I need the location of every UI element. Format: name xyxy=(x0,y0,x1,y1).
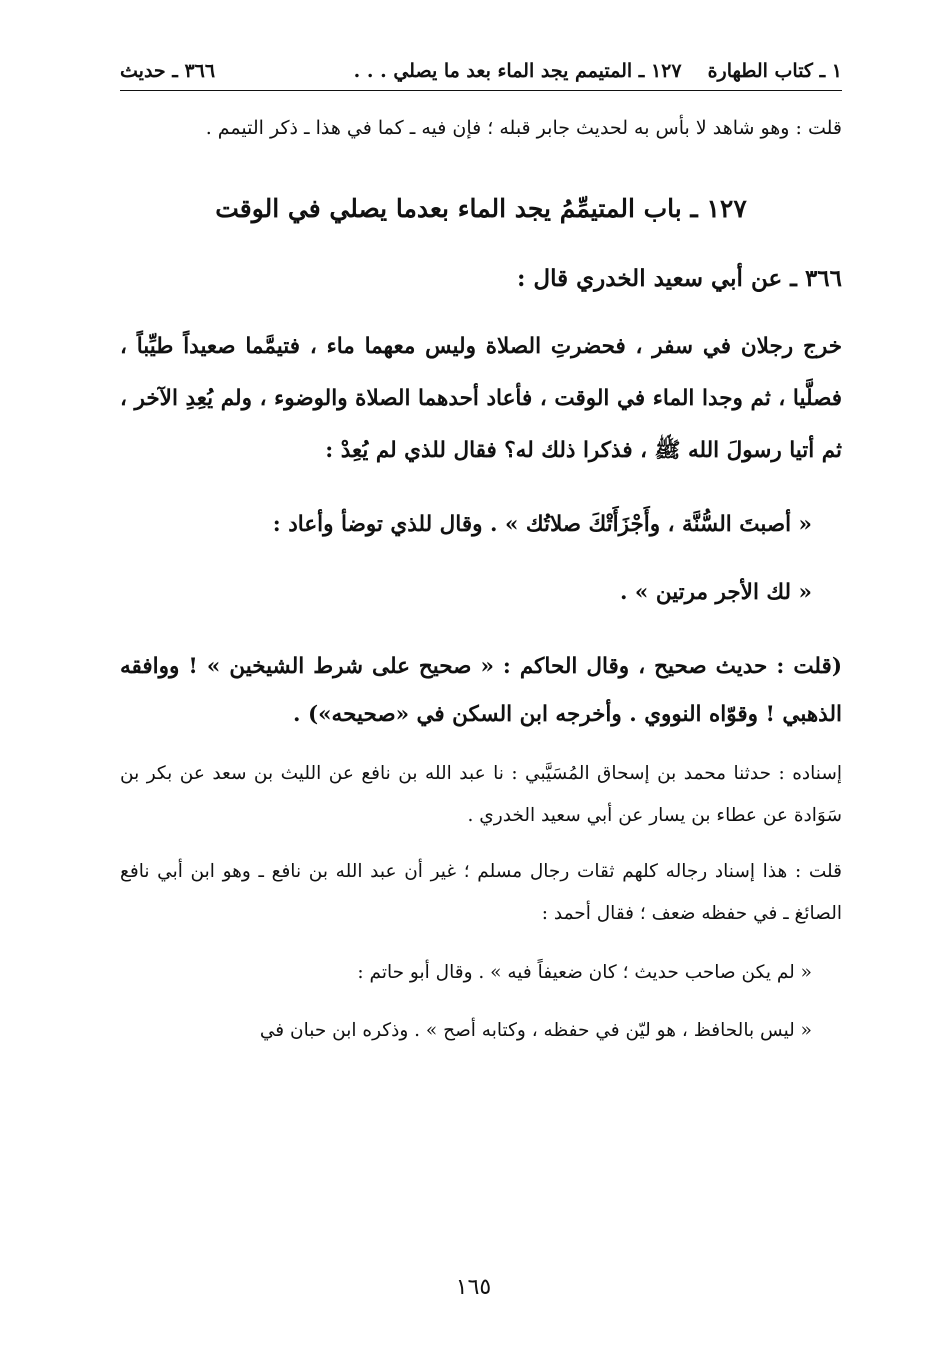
page-body xyxy=(120,60,842,1051)
header-book-title: ١ ـ كتاب الطهارة xyxy=(707,60,842,82)
intro-paragraph: قلت : وهو شاهد لا بأس به لحديث جابر قبله ؛ فإن فيه ـ كما في هذا ـ ذكر التيمم . xyxy=(205,117,842,139)
ahmad-quote: « لم يكن صاحب حديث ؛ كان ضعيفاً فيه » . وقال أبو حاتم : xyxy=(357,962,812,983)
prophet-quote-2: « لك الأجر مرتين » . xyxy=(619,580,812,605)
commentary-paragraph: قلت : هذا إسناد رجاله كلهم ثقات رجال مسلم ؛ غير أن عبد الله بن نافع ـ وهو ابن أبي نافع الصائغ ـ في حفظه ضعف ؛ فقال أحمد : xyxy=(120,861,842,924)
authenticity-verdict: (قلت : حديث صحيح ، وقال الحاكم : « صحيح على شرط الشيخين » ! ووافقه الذهبي ! وقوّاه النووي . وأخرجه ابن السكن في «صحيحه») . xyxy=(120,654,842,727)
hadith-text: خرج رجلان في سفر ، فحضرتِ الصلاة وليس معهما ماء ، فتيمَّما صعيداً طيِّباً ، فصلَّيا ، ثم وجدا الماء في الوقت ، فأعاد أحدهما الصلاة والوضوء ، ولم يُعِدِ الآخر ، ثم أتيا رسولَ الله ﷺ ، فذكرا ذلك له؟ فقال للذي لم يُعِدْ : xyxy=(120,334,842,463)
header-chapter-title: ١٢٧ ـ المتيمم يجد الماء بعد ما يصلي . . . xyxy=(353,60,682,82)
running-header xyxy=(120,60,842,91)
hadith-heading: ٣٦٦ ـ عن أبي سعيد الخدري قال : xyxy=(516,265,842,292)
isnad-paragraph: إسناده : حدثنا محمد بن إسحاق المُسَيَّبي : نا عبد الله بن نافع عن الليث بن سعد عن بكر بن سَوَادة عن عطاء بن يسار عن أبي سعيد الخدري . xyxy=(120,763,842,826)
abu-hatim-quote: « ليس بالحافظ ، هو ليّن في حفظه ، وكتابه أصح » . وذكره ابن حبان في xyxy=(259,1020,812,1041)
prophet-quote-1: « أصبتَ السُّنَّة ، وأَجْزَأَتْكَ صلاتُك » . وقال للذي توضأ وأعاد : xyxy=(272,512,812,537)
page-number: ١٦٥ xyxy=(455,1275,492,1300)
header-hadith-ref: ٣٦٦ ـ حديث xyxy=(120,60,216,82)
header-right-group xyxy=(354,60,842,82)
chapter-title: ١٢٧ ـ باب المتيمِّمُ يجد الماء بعدما يصلي في الوقت xyxy=(215,194,747,223)
